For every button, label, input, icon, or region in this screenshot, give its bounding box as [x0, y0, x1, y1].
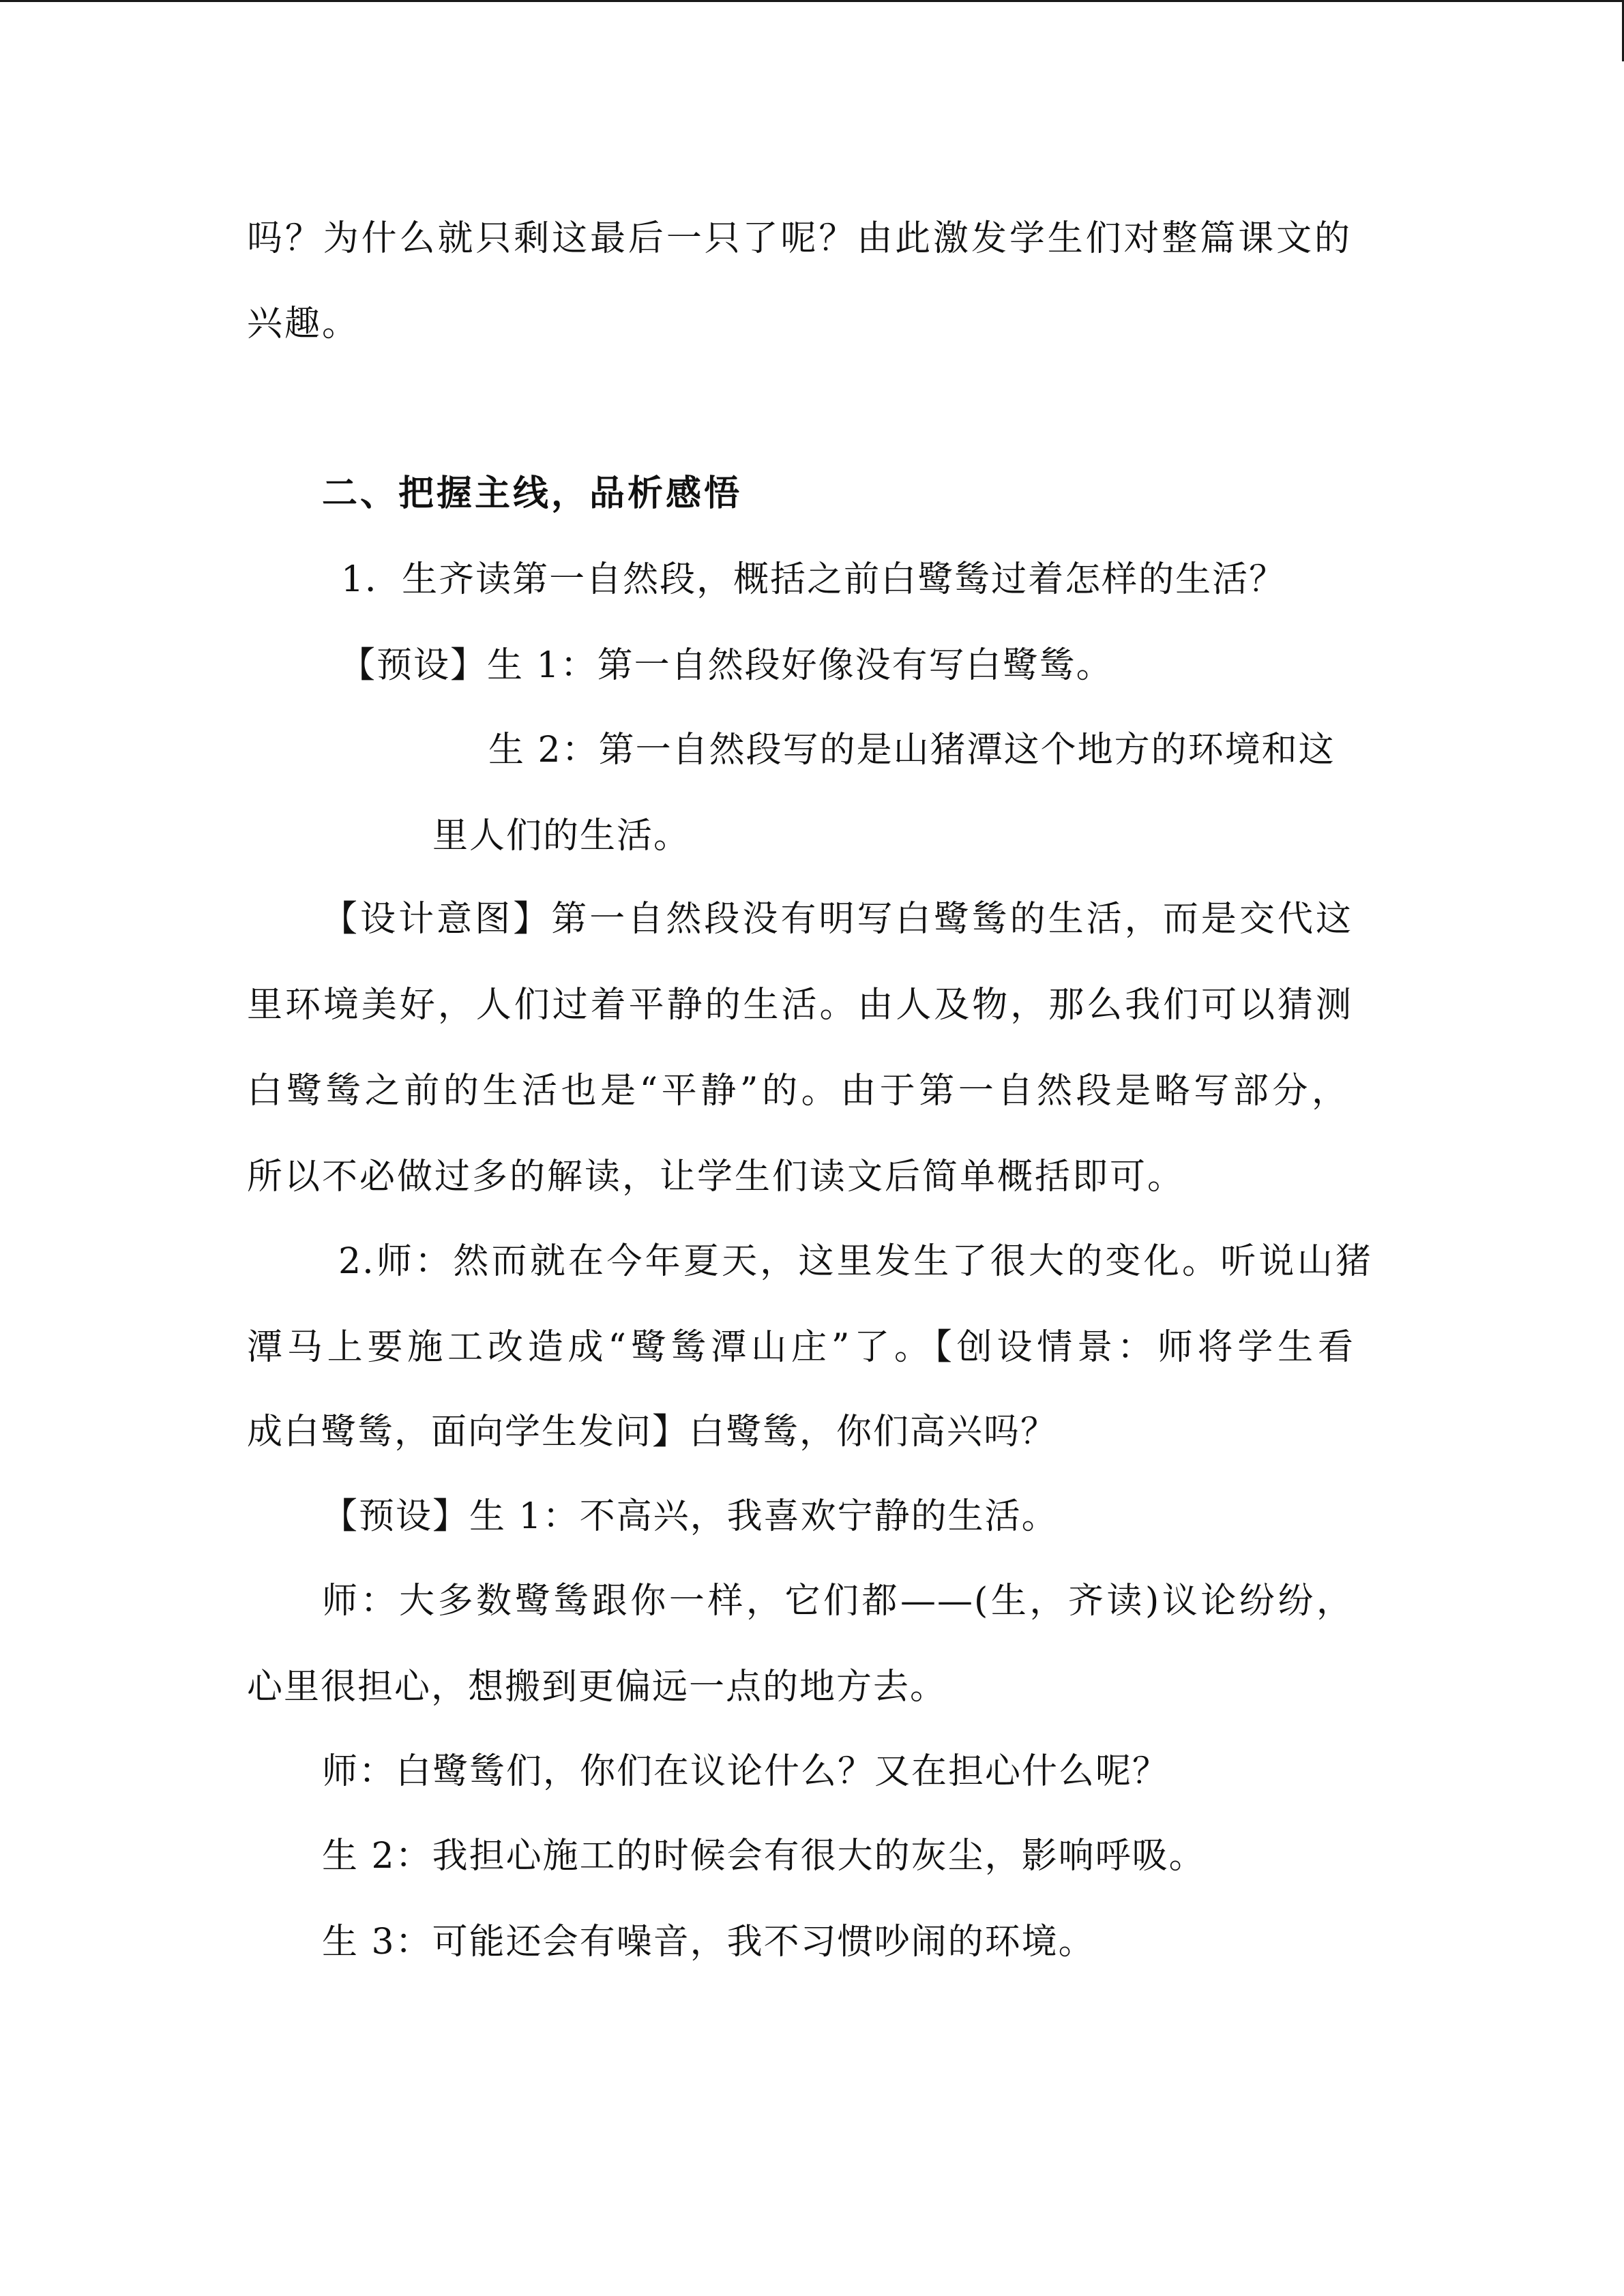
text-line-8: 【设计意图】第一自然段没有明写白鹭鸶的生活，而是交代这	[322, 899, 1353, 940]
text-line-5: 【预设】生 1：第一自然段好像没有写白鹭鸶。	[340, 645, 1113, 686]
page-top-border	[0, 0, 1624, 2]
text-line-11: 所以不必做过多的解读，让学生们读文后简单概括即可。	[247, 1157, 1185, 1197]
section-heading: 二、把握主线，品析感悟	[322, 473, 743, 514]
text-line-9: 里环境美好，人们过着平静的生活。由人及物，那么我们可以猜测	[247, 985, 1353, 1026]
text-line-6: 生 2：第一自然段写的是山猪潭这个地方的环境和这	[488, 730, 1335, 771]
text-line-17: 心里很担心，想搬到更偏远一点的地方去。	[247, 1667, 947, 1708]
text-line-1: 吗？为什么就只剩这最后一只了呢？由此激发学生们对整篇课文的	[247, 218, 1352, 259]
text-line-20: 生 3：可能还会有噪音，我不习惯吵闹的环境。	[322, 1922, 1095, 1963]
text-line-14: 成白鹭鸶，面向学生发问】白鹭鸶，你们高兴吗？	[247, 1412, 1058, 1452]
text-line-13: 潭马上要施工改造成“鹭鸶潭山庄”了。【创设情景：师将学生看	[247, 1327, 1355, 1368]
text-line-18: 师：白鹭鸶们，你们在议论什么？又在担心什么呢？	[322, 1751, 1170, 1792]
text-line-12: 2.师：然而就在今年夏天，这里发生了很大的变化。听说山猪	[338, 1241, 1372, 1282]
text-line-19: 生 2：我担心施工的时候会有很大的灰尘，影响呼吸。	[322, 1836, 1206, 1877]
text-line-10: 白鹭鸶之前的生活也是“平静”的。由于第一自然段是略写部分，	[247, 1071, 1349, 1112]
text-line-7: 里人们的生活。	[432, 816, 691, 856]
text-line-15: 【预设】生 1：不高兴，我喜欢宁静的生活。	[322, 1496, 1059, 1537]
text-line-16: 师：大多数鹭鸶跟你一样，它们都——(生，齐读)议论纷纷，	[322, 1581, 1353, 1622]
text-line-4: 1．生齐读第一自然段，概括之前白鹭鸶过着怎样的生活？	[341, 559, 1286, 600]
text-line-2: 兴趣。	[247, 303, 360, 344]
